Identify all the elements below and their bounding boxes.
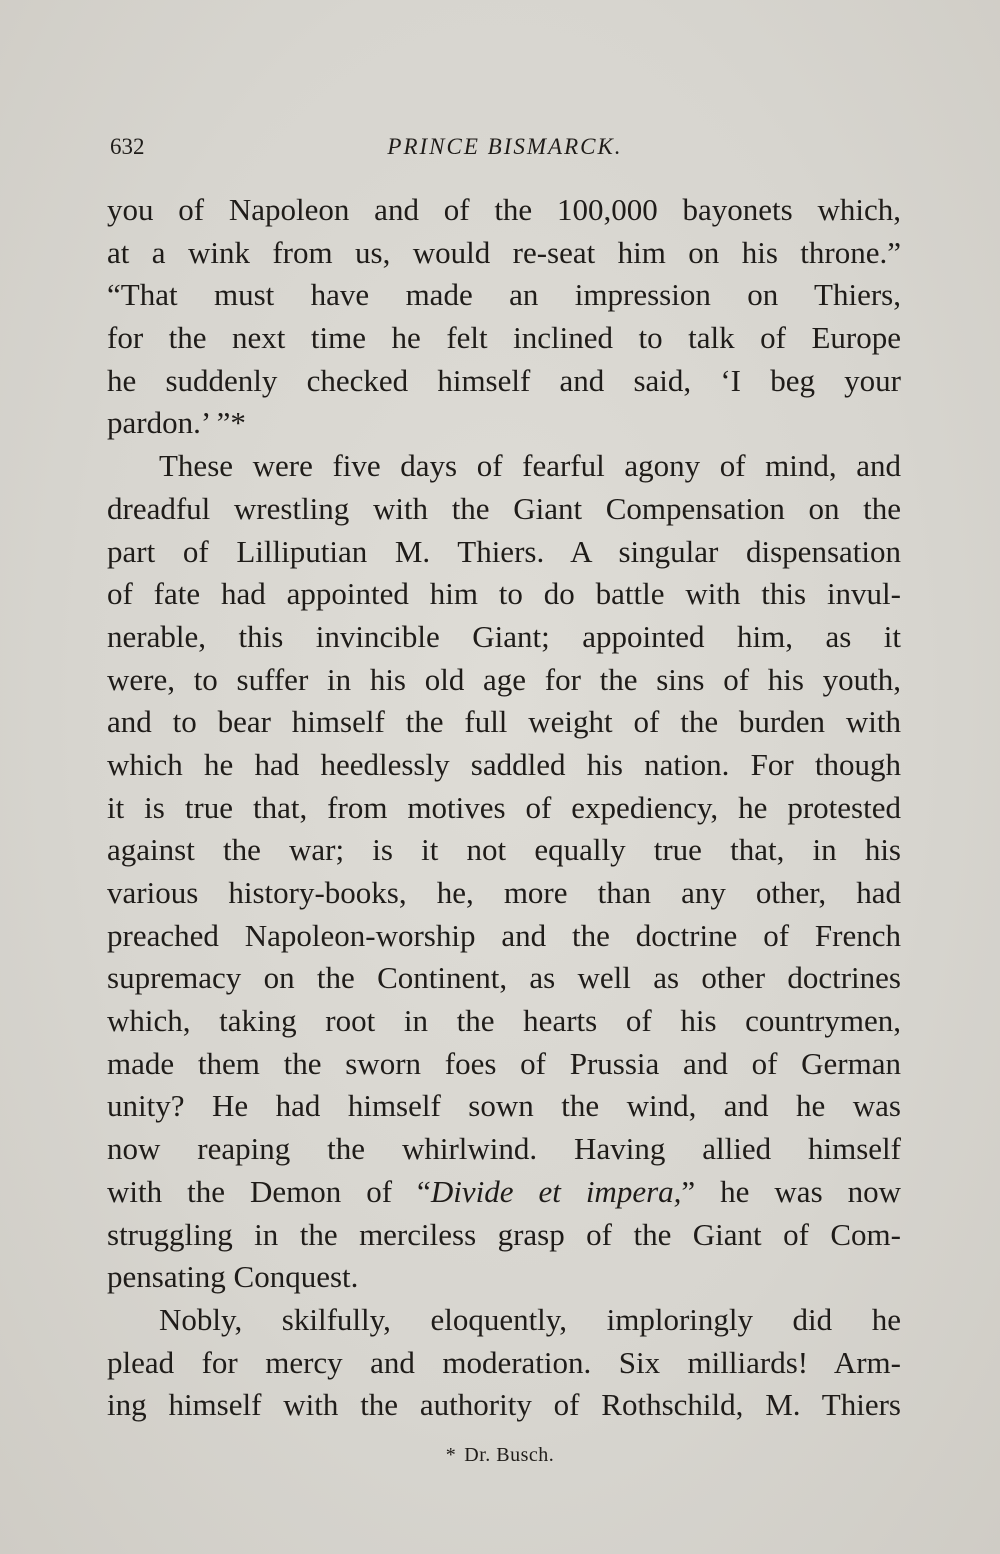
text-line: pardon.’ ”*	[107, 405, 246, 441]
text-line: “That must have made an impression on Thiers,	[107, 277, 901, 313]
footnote	[0, 1444, 1000, 1467]
text-line: you of Napoleon and of the 100,000 bayonets which,	[107, 192, 901, 227]
text-line: supremacy on the Continent, as well as other doctrines	[107, 960, 901, 996]
text-line: unity? He had himself sown the wind, and he was	[107, 1088, 901, 1124]
text-line	[107, 1171, 901, 1214]
text-line: it is true that, from motives of expediency, he protested	[107, 789, 901, 825]
text-line: for the next time he felt inclined to talk of Europe	[107, 320, 901, 356]
text-line: ing himself with the authority of Rothschild, M. Thiers	[107, 1387, 901, 1423]
text-line-end: ” he was now	[681, 1173, 901, 1209]
text-line: nerable, this invincible Giant; appointed him, as it	[107, 618, 901, 654]
text-line: which, taking root in the hearts of his countrymen,	[107, 1003, 901, 1039]
text-line: Nobly, skilfully, eloquently, imploringly did he	[159, 1301, 901, 1337]
text-line: he suddenly checked himself and said, ‘I beg your	[107, 362, 901, 398]
text-line: part of Lilliputian M. Thiers. A singular dispensation	[107, 533, 901, 569]
text-line: These were five days of fearful agony of mind, and	[159, 448, 901, 484]
latin-phrase: Divide et impera,	[430, 1173, 682, 1209]
text-line: now reaping the whirlwind. Having allied himself	[107, 1131, 901, 1167]
text-line: and to bear himself the full weight of the burden with	[107, 704, 901, 740]
text-line: which he had heedlessly saddled his nation. For though	[107, 746, 901, 782]
running-head	[110, 128, 900, 168]
page-number: 632	[110, 134, 145, 159]
footnote-marker: *	[445, 1444, 457, 1466]
body-text	[107, 189, 901, 1427]
running-title: PRINCE BISMARCK.	[387, 134, 623, 159]
footnote-text: Dr. Busch.	[464, 1444, 555, 1466]
text-line: were, to suffer in his old age for the sins of his youth,	[107, 661, 901, 697]
text-line: against the war; is it not equally true that, in his	[107, 832, 901, 868]
text-line: various history-books, he, more than any other, had	[107, 875, 901, 910]
text-line: preached Napoleon-worship and the doctrine of French	[107, 917, 901, 953]
text-line: of fate had appointed him to do battle with this invul-	[107, 576, 901, 612]
text-line-start: with the Demon of “	[107, 1173, 431, 1209]
text-line: made them the sworn foes of Prussia and of German	[107, 1045, 901, 1081]
text-line: at a wink from us, would re-seat him on his throne.”	[107, 234, 901, 270]
text-line: struggling in the merciless grasp of the Giant of Com-	[107, 1216, 901, 1252]
text-line: plead for mercy and moderation. Six milliards! Arm-	[107, 1344, 901, 1380]
text-line: dreadful wrestling with the Giant Compensation on the	[107, 490, 901, 526]
text-line: pensating Conquest.	[107, 1259, 359, 1295]
